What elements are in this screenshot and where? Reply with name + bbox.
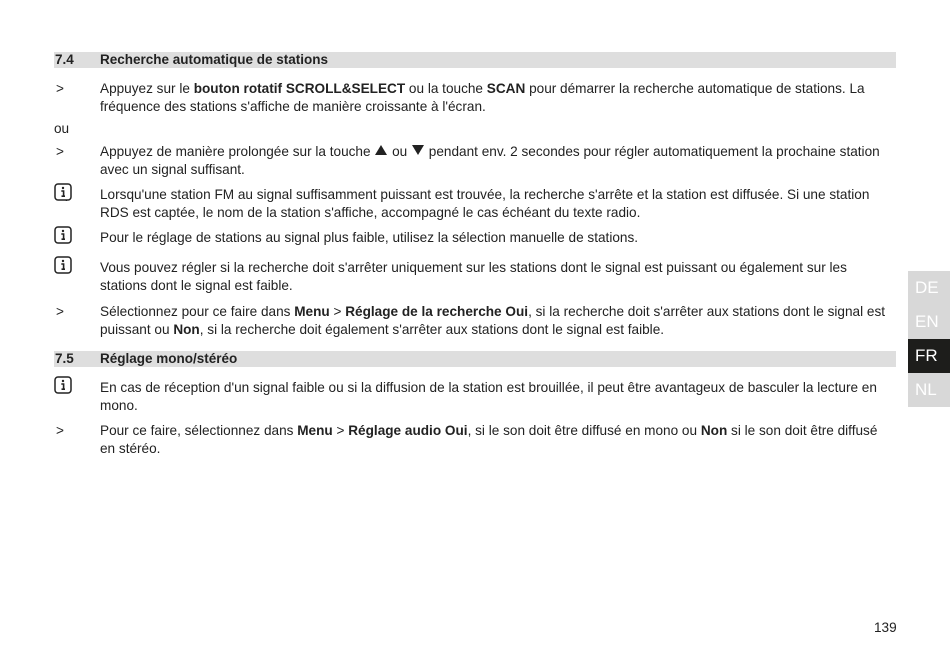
- section-number: 7.4: [55, 52, 74, 67]
- page-number: 139: [874, 620, 897, 635]
- section-header-7-4: [54, 52, 896, 68]
- bold-term: Non: [173, 321, 200, 337]
- step-marker: >: [56, 423, 64, 438]
- language-tabs: [908, 271, 950, 407]
- info-text: En cas de réception d'un signal faible ou si la diffusion de la station est brouillée, il peut être avantageux de basculer la lecture en mono.: [100, 380, 877, 413]
- bold-term: Non: [700, 423, 728, 438]
- info-icon: [54, 226, 72, 244]
- step-text: Appuyez de manière prolongée sur la touche ou pendant env. 2 secondes pour régler automatiquement la prochaine station avec un signal suffisant.: [100, 144, 880, 177]
- bold-term: Réglage audio Oui: [348, 423, 468, 438]
- step-marker: >: [56, 304, 64, 319]
- step-text: Appuyez sur le bouton rotatif SCROLL&SELECT ou la touche SCAN pour démarrer la recherche automatique de stations. La fréquence des stations s'affiche de manière croissante à l'écran.: [100, 81, 865, 114]
- bold-term: Réglage de la recherche Oui: [345, 304, 529, 319]
- step-marker: >: [56, 81, 64, 96]
- info-icon: [54, 256, 72, 274]
- down-triangle-icon: [412, 145, 424, 155]
- step-text: Pour ce faire, sélectionnez dans Menu > Réglage audio Oui, si le son doit être diffusé en mono ou Non si le son doit être diffusé en stéréo.: [100, 423, 878, 456]
- bold-term: bouton rotatif SCROLL&SELECT: [193, 81, 406, 96]
- bold-term: Menu: [294, 304, 330, 319]
- section-number: 7.5: [55, 351, 74, 366]
- language-tab-nl[interactable]: NL: [908, 373, 950, 407]
- info-icon: [54, 376, 72, 394]
- bold-term: SCAN: [486, 81, 526, 96]
- section-title: Réglage mono/stéréo: [100, 351, 238, 366]
- language-tab-fr[interactable]: FR: [908, 339, 950, 373]
- step-text: Sélectionnez pour ce faire dans Menu > Réglage de la recherche Oui, si la recherche doit s'arrêter aux stations dont le signal est puissant ou Non, si la recherche doit également s'arrêter aux stations dont le signal est faible.: [100, 304, 886, 337]
- info-text: Lorsqu'une station FM au signal suffisamment puissant est trouvée, la recherche s'arrête et la station est diffusée. Si une station RDS est captée, le nom de la station s'affiche, accompagné le cas échéant du texte radio.: [100, 187, 870, 220]
- up-triangle-icon: [375, 145, 387, 155]
- info-text: Vous pouvez régler si la recherche doit s'arrêter uniquement sur les stations dont le signal est puissant ou également sur les stations dont le signal est faible.: [100, 260, 847, 293]
- language-tab-de[interactable]: DE: [908, 271, 950, 305]
- language-tab-en[interactable]: EN: [908, 305, 950, 339]
- info-text: Pour le réglage de stations au signal plus faible, utilisez la sélection manuelle de stations.: [100, 230, 639, 245]
- bold-term: Menu: [297, 423, 333, 438]
- plain-text: ou: [54, 121, 70, 136]
- section-title: Recherche automatique de stations: [100, 52, 329, 67]
- info-icon: [54, 183, 72, 201]
- step-marker: >: [56, 144, 64, 159]
- section-header-7-5: [54, 351, 896, 367]
